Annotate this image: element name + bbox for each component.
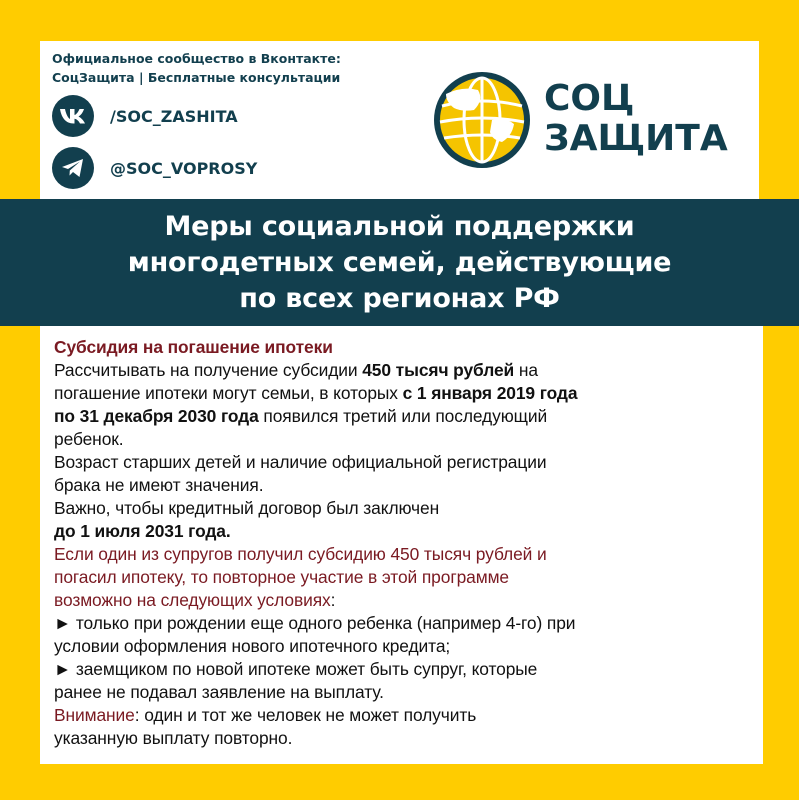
note-line: Внимание: один и тот же человек не может получить xyxy=(54,705,477,725)
logo-text-line2: ЗАЩИТА xyxy=(544,118,728,159)
title-line1: Меры социальной поддержки xyxy=(164,210,635,242)
title-line2: многодетных семей, действующие xyxy=(127,246,672,278)
text-line: ребенок. xyxy=(54,429,124,449)
bullet-line: ► только при рождении еще одного ребенка (например 4-го) при xyxy=(54,613,576,633)
section-heading: Субсидия на погашение ипотеки xyxy=(54,337,333,357)
community-line1: Официальное сообщество в Вконтакте: xyxy=(52,51,341,66)
vk-link[interactable] xyxy=(52,95,238,137)
text-line: погашение ипотеки могут семьи, в которых с 1 января 2019 года xyxy=(54,383,578,403)
note-line: указанную выплату повторно. xyxy=(54,728,293,748)
highlight-line: возможно на следующих условиях: xyxy=(54,590,336,610)
highlight-line: погасил ипотеку, то повторное участие в этой программе xyxy=(54,567,509,587)
text-line: до 1 июля 2031 года. xyxy=(54,521,231,541)
text-line: Возраст старших детей и наличие официальной регистрации xyxy=(54,452,547,472)
community-line2: СоцЗащита | Бесплатные консультации xyxy=(52,70,341,85)
bullet-line: ► заемщиком по новой ипотеке может быть супруг, которые xyxy=(54,659,538,679)
title-line3: по всех регионах РФ xyxy=(239,282,560,314)
telegram-handle: @SOC_VOPROSY xyxy=(110,158,258,178)
content-card xyxy=(40,326,763,764)
title-banner xyxy=(0,199,799,326)
soczashita-logo xyxy=(432,55,728,185)
text-line: брака не имеют значения. xyxy=(54,475,264,495)
note-label: Внимание xyxy=(54,705,135,725)
telegram-icon xyxy=(52,147,94,189)
header-card xyxy=(40,41,759,199)
globe-icon xyxy=(432,70,532,170)
logo-text-line1: СОЦ xyxy=(544,78,635,119)
community-info xyxy=(52,49,432,87)
text-line: Рассчитывать на получение субсидии 450 тысяч рублей на xyxy=(54,360,538,380)
article-text xyxy=(54,336,759,750)
bullet-line: ранее не подавал заявление на выплату. xyxy=(54,682,384,702)
telegram-link[interactable] xyxy=(52,147,257,189)
bullet-line: условии оформления нового ипотечного кредита; xyxy=(54,636,451,656)
text-line: по 31 декабря 2030 года появился третий или последующий xyxy=(54,406,548,426)
text-line: Важно, чтобы кредитный договор был заключен xyxy=(54,498,440,518)
vk-icon xyxy=(52,95,94,137)
vk-handle: /SOC_ZASHITA xyxy=(110,106,238,126)
highlight-line: Если один из супругов получил субсидию 450 тысяч рублей и xyxy=(54,544,547,564)
